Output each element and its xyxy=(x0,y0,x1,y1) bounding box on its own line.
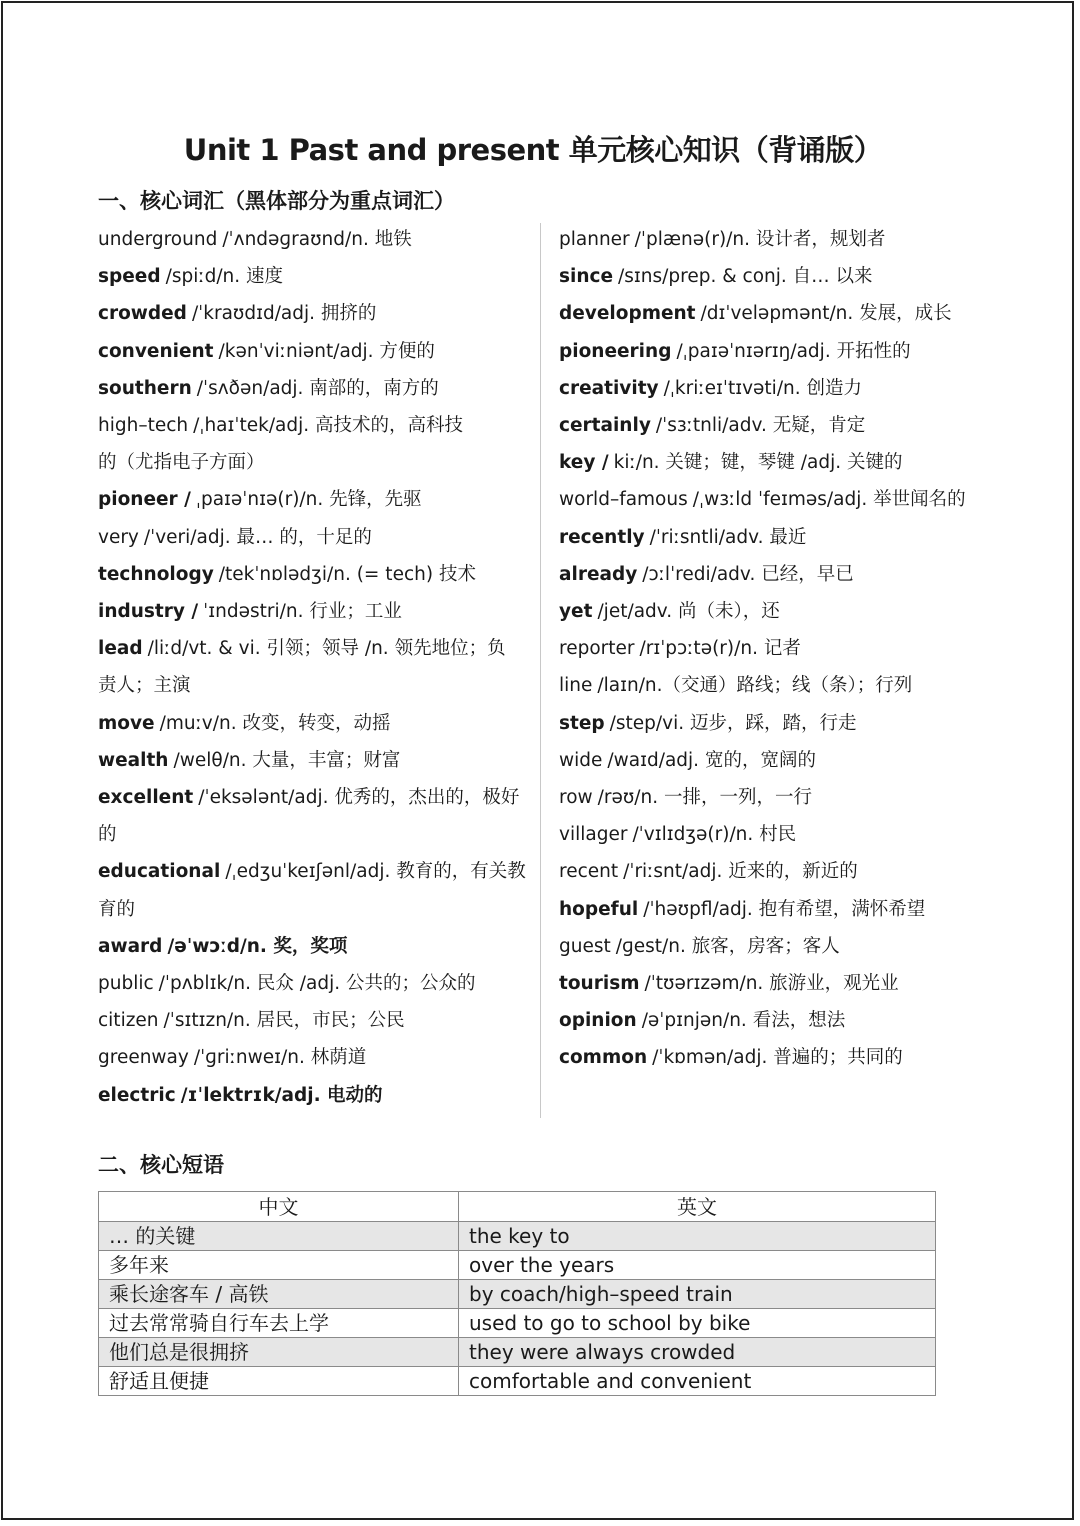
vocab-word: pioneer / xyxy=(98,489,191,511)
vocab-word: speed xyxy=(98,266,161,288)
vocab-entry xyxy=(559,705,979,742)
vocab-definition: /muːv/n. 改变，转变，动摇 xyxy=(159,712,391,734)
vocab-definition: /ˈsɜːtnli/adv. 无疑，肯定 xyxy=(655,415,866,437)
vocab-definition: /ˌwɜːld ˈfeɪməs/adj. 举世闻名的 xyxy=(692,489,966,511)
vocab-entry xyxy=(559,742,979,779)
vocab-definition: /sɪns/prep. & conj. 自… 以来 xyxy=(618,266,873,288)
vocab-entry xyxy=(98,965,518,1002)
vocab-entry xyxy=(559,853,979,890)
vocab-definition: /kənˈviːniənt/adj. 方便的 xyxy=(218,340,435,362)
vocab-definition: kiː/n. 关键；键，琴键 /adj. 关键的 xyxy=(613,452,903,474)
vocab-entry xyxy=(559,407,979,444)
vocab-word: educational xyxy=(98,861,221,883)
phrase-chinese: 舒适且便捷 xyxy=(99,1367,459,1396)
vocab-word: row xyxy=(559,787,593,809)
vocab-word: public xyxy=(98,973,154,995)
vocab-entry xyxy=(559,295,979,332)
phrase-chinese: … 的关键 xyxy=(99,1222,459,1251)
phrase-table-header-row xyxy=(99,1192,936,1222)
vocab-word: villager xyxy=(559,824,628,846)
vocab-definition: /ˈveri/adj. 最… 的，十足的 xyxy=(143,526,372,548)
vocab-word: hopeful xyxy=(559,898,639,920)
table-row xyxy=(99,1251,936,1280)
vocab-entry xyxy=(559,258,979,295)
vocabulary-column-right xyxy=(559,221,979,1077)
vocab-word: southern xyxy=(98,377,192,399)
vocab-definition: 的 xyxy=(98,824,117,846)
phrase-english: used to go to school by bike xyxy=(459,1309,936,1338)
vocab-word: guest xyxy=(559,935,611,957)
vocab-word: industry / xyxy=(98,601,199,623)
vocab-word: common xyxy=(559,1047,648,1069)
vocab-entry xyxy=(559,370,979,407)
vocab-definition: /ˌhaɪˈtek/adj. 高技术的，高科技 xyxy=(193,415,464,437)
vocab-word: crowded xyxy=(98,303,187,325)
vocab-word: wide xyxy=(559,749,603,771)
vocab-entry xyxy=(559,965,979,1002)
table-row xyxy=(99,1338,936,1367)
vocab-entry xyxy=(559,519,979,556)
phrase-english: the key to xyxy=(459,1222,936,1251)
vocab-entry xyxy=(559,816,979,853)
vocab-entry xyxy=(98,519,518,556)
vocab-word: citizen xyxy=(98,1010,159,1032)
vocab-entry xyxy=(98,1077,518,1114)
vocabulary-column-left xyxy=(98,221,526,1114)
vocab-word: pioneering xyxy=(559,340,672,362)
vocab-definition: ˌpaɪəˈnɪə(r)/n. 先锋，先驱 xyxy=(195,489,422,511)
vocab-definition: /ɪˈlektrɪk/adj. 电动的 xyxy=(180,1084,383,1106)
vocab-definition: /ˈpʌblɪk/n. 民众 /adj. 公共的；公众的 xyxy=(158,973,476,995)
vocab-word: step xyxy=(559,712,605,734)
table-row xyxy=(99,1367,936,1396)
vocab-definition: 的（尤指电子方面） xyxy=(98,452,265,474)
vocab-entry xyxy=(98,891,518,928)
vocab-entry xyxy=(559,667,979,704)
vocab-definition: /liːd/vt. & vi. 引领；领导 /n. 领先地位；负 xyxy=(147,638,506,660)
vocab-word: tourism xyxy=(559,973,640,995)
vocab-word: technology xyxy=(98,563,214,585)
vocab-entry xyxy=(98,853,526,890)
vocab-definition: /ˈɡriːnweɪ/n. 林荫道 xyxy=(193,1047,367,1069)
vocab-definition: /rɪˈpɔːtə(r)/n. 记者 xyxy=(639,638,801,660)
vocab-entry xyxy=(559,1002,979,1039)
vocab-entry xyxy=(559,779,979,816)
vocab-word: very xyxy=(98,526,139,548)
table-row xyxy=(99,1309,936,1338)
vocab-definition: 育的 xyxy=(98,898,136,920)
phrase-english: they were always crowded xyxy=(459,1338,936,1367)
vocab-definition: /ˈʌndəɡraʊnd/n. 地铁 xyxy=(222,229,412,250)
vocab-word: key / xyxy=(559,452,609,474)
vocab-word: world–famous xyxy=(559,489,688,511)
vocab-definition: /ˈriːsnt/adj. 近来的，新近的 xyxy=(623,861,858,883)
vocab-entry xyxy=(98,593,518,630)
vocab-definition: /welθ/n. 大量，丰富；财富 xyxy=(173,749,401,771)
vocab-entry xyxy=(98,556,518,593)
vocab-entry xyxy=(98,370,518,407)
vocab-word: reporter xyxy=(559,638,635,660)
vocab-word: yet xyxy=(559,601,593,623)
vocab-word: recently xyxy=(559,526,645,548)
vocab-word: lead xyxy=(98,638,143,660)
vocab-definition: /laɪn/n.（交通）路线；线（条）；行列 xyxy=(597,675,913,697)
page-title: Unit 1 Past and present 单元核心知识（背诵版） xyxy=(183,133,883,167)
vocab-entry xyxy=(559,333,979,370)
vocab-entry xyxy=(98,407,518,444)
phrase-table xyxy=(98,1191,936,1396)
vocab-entry xyxy=(98,444,518,481)
vocab-entry xyxy=(98,667,518,704)
vocab-definition: ˈɪndəstri/n. 行业；工业 xyxy=(203,601,402,623)
phrase-chinese: 他们总是很拥挤 xyxy=(99,1338,459,1367)
vocab-definition: /ˈhəʊpfl/adj. 抱有希望，满怀希望 xyxy=(643,898,926,920)
vocab-word: recent xyxy=(559,861,619,883)
vocab-definition: /dɪˈveləpmənt/n. 发展，成长 xyxy=(700,303,952,325)
vocab-definition: /ˈtʊərɪzəm/n. 旅游业，观光业 xyxy=(644,973,899,995)
vocab-definition: /jet/adv. 尚（未），还 xyxy=(597,601,780,623)
vocab-word: certainly xyxy=(559,415,651,437)
vocab-entry xyxy=(559,481,979,518)
vocab-definition: /əˈwɔːd/n. 奖，奖项 xyxy=(167,935,348,957)
vocab-word: opinion xyxy=(559,1010,637,1032)
phrase-chinese: 乘长途客车 / 高铁 xyxy=(99,1280,459,1309)
vocab-word: development xyxy=(559,303,696,325)
vocab-definition: /ˈeksələnt/adj. 优秀的，杰出的，极好 xyxy=(198,787,520,809)
vocab-word: excellent xyxy=(98,787,194,809)
vocab-word: already xyxy=(559,563,638,585)
vocab-entry xyxy=(559,444,979,481)
vocab-word: electric xyxy=(98,1084,176,1106)
vocab-word: greenway xyxy=(98,1047,189,1069)
vocab-word: underground xyxy=(98,229,218,250)
vocab-word: since xyxy=(559,266,614,288)
phrase-chinese: 过去常常骑自行车去上学 xyxy=(99,1309,459,1338)
vocab-entry xyxy=(559,593,979,630)
vocab-definition: 责人；主演 xyxy=(98,675,191,697)
vocab-entry xyxy=(98,816,518,853)
vocab-definition: /tekˈnɒlədʒi/n. (= tech) 技术 xyxy=(218,563,476,585)
vocab-definition: /ˈkraʊdɪd/adj. 拥挤的 xyxy=(191,303,377,325)
vocab-entry xyxy=(98,295,518,332)
vocab-word: wealth xyxy=(98,749,169,771)
vocab-word: award xyxy=(98,935,163,957)
vocab-entry xyxy=(559,556,979,593)
vocab-definition: /spiːd/n. 速度 xyxy=(165,266,284,288)
vocab-definition: /waɪd/adj. 宽的，宽阔的 xyxy=(607,749,816,771)
vocab-entry xyxy=(98,1039,518,1076)
vocab-definition: /ˌedʒuˈkeɪʃənl/adj. 教育的，有关教 xyxy=(225,861,526,883)
vocab-entry xyxy=(98,1002,518,1039)
vocab-entry xyxy=(98,481,518,518)
vocab-definition: /ˌkriːeɪˈtɪvəti/n. 创造力 xyxy=(663,377,863,399)
vocab-entry xyxy=(98,333,518,370)
header-chinese: 中文 xyxy=(99,1192,459,1222)
vocab-definition: /ˈvɪlɪdʒə(r)/n. 村民 xyxy=(632,824,797,846)
vocab-definition: /ɡest/n. 旅客，房客；客人 xyxy=(615,935,840,957)
table-row xyxy=(99,1280,936,1309)
vocab-definition: /rəʊ/n. 一排，一列，一行 xyxy=(597,787,813,809)
vocab-entry xyxy=(98,705,518,742)
vocab-entry xyxy=(98,779,518,816)
vocab-definition: /ɔːlˈredi/adv. 已经，早已 xyxy=(642,563,854,585)
vocab-word: convenient xyxy=(98,340,214,362)
header-english: 英文 xyxy=(459,1192,936,1222)
vocab-word: move xyxy=(98,712,155,734)
vocab-entry xyxy=(98,630,518,667)
vocab-definition: /step/vi. 迈步，踩，踏，行走 xyxy=(609,712,857,734)
vocab-entry xyxy=(559,1039,979,1076)
phrase-chinese: 多年来 xyxy=(99,1251,459,1280)
vocab-definition: /ˈriːsntli/adv. 最近 xyxy=(649,526,807,548)
table-row xyxy=(99,1222,936,1251)
phrase-english: comfortable and convenient xyxy=(459,1367,936,1396)
vocab-definition: /ˈkɒmən/adj. 普遍的；共同的 xyxy=(652,1047,903,1069)
vocab-definition: /ˈplænə(r)/n. 设计者，规划者 xyxy=(634,229,886,250)
vocab-definition: /ˈsɪtɪzn/n. 居民，市民；公民 xyxy=(163,1010,405,1032)
vocab-word: creativity xyxy=(559,377,659,399)
vocab-entry xyxy=(559,221,979,258)
vocab-entry xyxy=(559,630,979,667)
vocab-word: high–tech xyxy=(98,415,189,437)
phrase-english: over the years xyxy=(459,1251,936,1280)
phrase-english: by coach/high–speed train xyxy=(459,1280,936,1309)
section-heading-phrases: 二、核心短语 xyxy=(98,1153,224,1177)
vocab-word: planner xyxy=(559,229,630,250)
vocab-entry xyxy=(559,891,979,928)
column-divider xyxy=(540,223,541,1118)
vocab-definition: /ˌpaɪəˈnɪərɪŋ/adj. 开拓性的 xyxy=(676,340,911,362)
vocab-entry xyxy=(98,221,518,258)
vocab-definition: /ˈsʌðən/adj. 南部的，南方的 xyxy=(196,377,439,399)
vocab-definition: /əˈpɪnjən/n. 看法，想法 xyxy=(641,1010,846,1032)
section-heading-vocabulary: 一、核心词汇（黑体部分为重点词汇） xyxy=(98,189,455,213)
vocab-entry xyxy=(98,742,518,779)
vocab-entry xyxy=(98,928,518,965)
vocab-entry xyxy=(559,928,979,965)
vocab-entry xyxy=(98,258,518,295)
vocab-word: line xyxy=(559,675,593,697)
